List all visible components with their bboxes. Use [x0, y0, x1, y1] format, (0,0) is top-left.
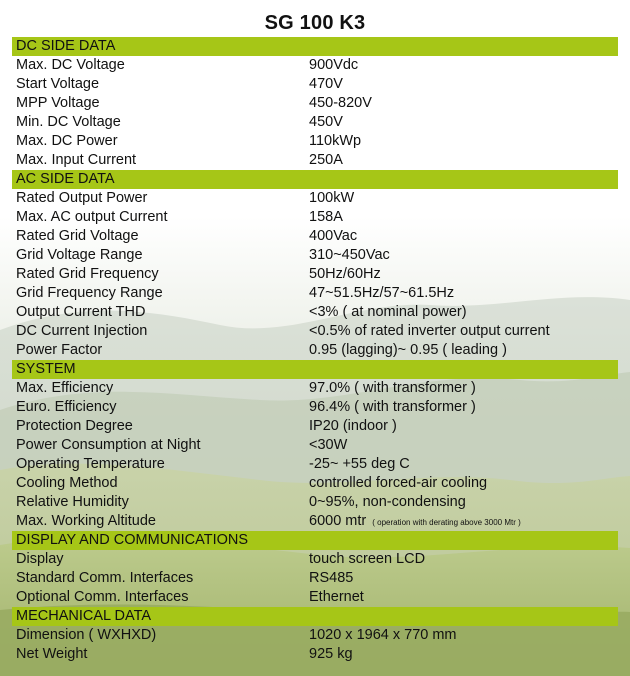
spec-table — [12, 37, 618, 664]
spec-value-text: touch screen LCD — [309, 551, 426, 567]
spec-row — [12, 246, 618, 265]
spec-row — [12, 569, 618, 588]
spec-row — [12, 398, 618, 417]
spec-row — [12, 75, 618, 94]
spec-row — [12, 284, 618, 303]
spec-value-text: 0~95%, non-condensing — [309, 494, 466, 510]
section-header: SYSTEM — [12, 360, 618, 379]
spec-label: Rated Grid Voltage — [16, 228, 139, 244]
spec-label: Optional Comm. Interfaces — [16, 589, 189, 605]
spec-value — [309, 322, 550, 341]
spec-label: Max. DC Voltage — [16, 57, 125, 73]
spec-value — [309, 417, 397, 436]
spec-label: Cooling Method — [16, 475, 118, 491]
spec-value-text: 900Vdc — [309, 57, 359, 73]
spec-row — [12, 132, 618, 151]
spec-label: Min. DC Voltage — [16, 114, 121, 130]
spec-label: Rated Grid Frequency — [16, 266, 159, 282]
spec-value — [309, 246, 390, 265]
spec-value — [309, 455, 410, 474]
spec-value-text: 1020 x 1964 x 770 mm — [309, 627, 457, 643]
page-title: SG 100 K3 — [264, 12, 366, 34]
spec-value — [309, 303, 467, 322]
spec-value — [309, 94, 372, 113]
spec-value-text: 925 kg — [309, 646, 353, 662]
spec-value-text: 97.0% ( with transformer ) — [309, 380, 476, 396]
spec-label: Euro. Efficiency — [16, 399, 117, 415]
spec-label: Grid Frequency Range — [16, 285, 163, 301]
spec-value-text: 400Vac — [309, 228, 358, 244]
spec-value-text: 110kWp — [309, 133, 362, 149]
spec-row — [12, 512, 618, 531]
spec-row — [12, 56, 618, 75]
spec-value-text: 96.4% ( with transformer ) — [309, 399, 476, 415]
spec-value-text: 47~51.5Hz/57~61.5Hz — [309, 285, 455, 301]
spec-value-text: 250A — [309, 152, 343, 168]
spec-value-text: 50Hz/60Hz — [309, 266, 381, 282]
spec-value-text: <30W — [309, 437, 348, 453]
spec-row — [12, 322, 618, 341]
spec-row — [12, 588, 618, 607]
section-header: DISPLAY AND COMMUNICATIONS — [12, 531, 618, 550]
spec-label: Power Factor — [16, 342, 103, 358]
spec-value-text: controlled forced-air cooling — [309, 475, 488, 491]
section-header: DC SIDE DATA — [12, 37, 618, 56]
spec-value-text: <3% ( at nominal power) — [309, 304, 467, 320]
spec-value — [309, 56, 358, 75]
spec-value — [309, 588, 364, 607]
spec-row — [12, 113, 618, 132]
spec-value — [309, 113, 343, 132]
spec-row — [12, 645, 618, 664]
spec-row — [12, 417, 618, 436]
spec-value — [309, 208, 343, 227]
spec-label: Max. Input Current — [16, 152, 137, 168]
spec-row — [12, 493, 618, 512]
spec-label: Relative Humidity — [16, 494, 129, 510]
spec-label: Max. Efficiency — [16, 380, 114, 396]
spec-label: Protection Degree — [16, 418, 133, 434]
spec-row — [12, 303, 618, 322]
spec-label: MPP Voltage — [16, 95, 100, 111]
section-header: MECHANICAL DATA — [12, 607, 618, 626]
spec-value-text: 310~450Vac — [309, 247, 390, 263]
spec-value-text: 158A — [309, 209, 343, 225]
spec-value — [309, 284, 454, 303]
spec-value — [309, 265, 381, 284]
spec-note: ( operation with derating above 3000 Mtr ) — [372, 518, 521, 527]
spec-value-text: 100kW — [309, 190, 355, 206]
spec-value-text: 450V — [309, 114, 343, 130]
spec-row — [12, 227, 618, 246]
spec-row — [12, 379, 618, 398]
spec-value — [309, 379, 476, 398]
spec-row — [12, 208, 618, 227]
spec-label: Operating Temperature — [16, 456, 165, 472]
spec-label: Max. AC output Current — [16, 209, 168, 225]
spec-row — [12, 189, 618, 208]
spec-row — [12, 455, 618, 474]
spec-value — [309, 132, 361, 151]
spec-label: Standard Comm. Interfaces — [16, 570, 194, 586]
spec-label: Display — [16, 551, 64, 567]
spec-value — [309, 493, 466, 512]
spec-value — [309, 550, 425, 569]
spec-value — [309, 227, 357, 246]
spec-label: Rated Output Power — [16, 190, 148, 206]
spec-label: Start Voltage — [16, 76, 100, 92]
spec-row — [12, 474, 618, 493]
spec-value — [309, 512, 521, 532]
spec-value — [309, 189, 354, 208]
spec-row — [12, 436, 618, 455]
section-header: AC SIDE DATA — [12, 170, 618, 189]
spec-value — [309, 626, 457, 645]
spec-row — [12, 94, 618, 113]
spec-value-text: RS485 — [309, 570, 354, 586]
spec-row — [12, 341, 618, 360]
spec-value — [309, 569, 353, 588]
spec-row — [12, 626, 618, 645]
spec-value — [309, 436, 347, 455]
spec-value — [309, 645, 353, 664]
spec-value-text: -25~ +55 deg C — [309, 456, 410, 472]
spec-value — [309, 474, 487, 493]
spec-value — [309, 151, 343, 170]
spec-value-text: 450-820V — [309, 95, 372, 111]
spec-value-text: IP20 (indoor ) — [309, 418, 397, 434]
spec-row — [12, 151, 618, 170]
spec-label: DC Current Injection — [16, 323, 148, 339]
spec-row — [12, 265, 618, 284]
spec-value — [309, 341, 507, 360]
spec-value-text: 6000 mtr — [309, 513, 367, 529]
spec-value-text: <0.5% of rated inverter output current — [309, 323, 550, 339]
spec-label: Max. DC Power — [16, 133, 118, 149]
spec-label: Dimension ( WXHXD) — [16, 627, 157, 643]
spec-label: Grid Voltage Range — [16, 247, 143, 263]
spec-value — [309, 75, 343, 94]
spec-label: Output Current THD — [16, 304, 146, 320]
spec-label: Max. Working Altitude — [16, 513, 156, 529]
spec-value-text: 0.95 (lagging)~ 0.95 ( leading ) — [309, 342, 507, 358]
spec-label: Net Weight — [16, 646, 88, 662]
spec-value — [309, 398, 476, 417]
spec-value-text: 470V — [309, 76, 343, 92]
spec-row — [12, 550, 618, 569]
spec-label: Power Consumption at Night — [16, 437, 201, 453]
spec-value-text: Ethernet — [309, 589, 364, 605]
